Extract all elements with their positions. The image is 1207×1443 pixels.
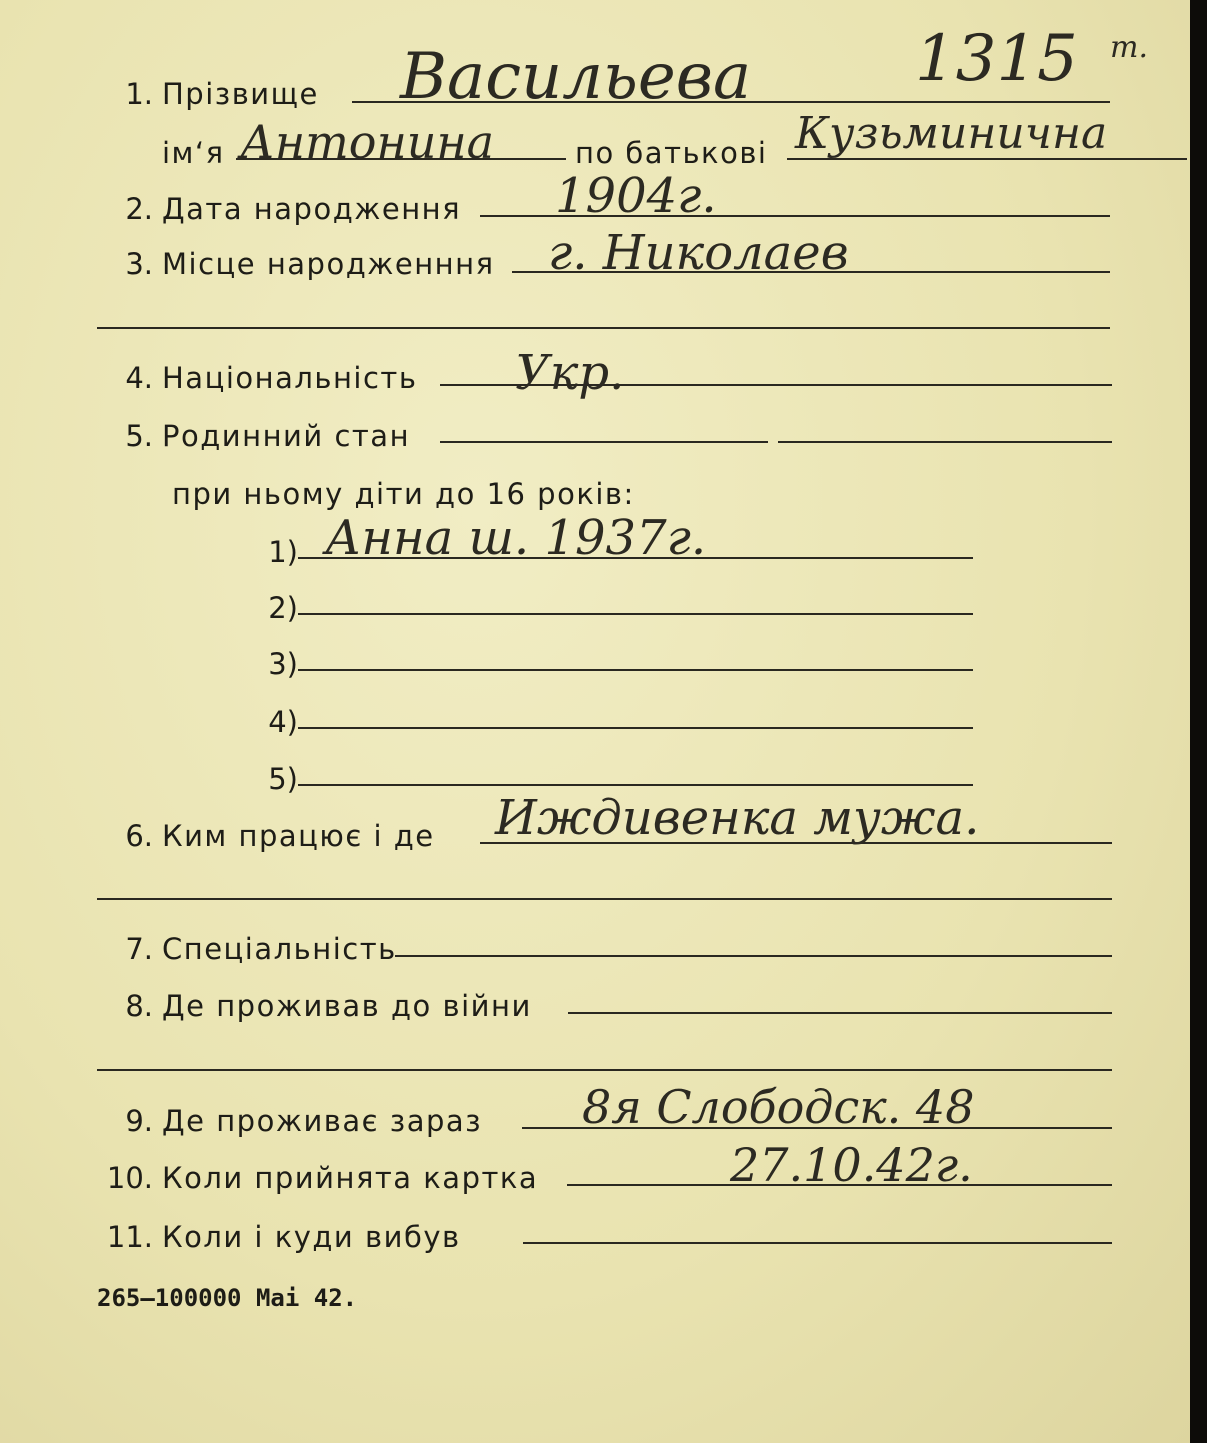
child-1-number: 1) — [268, 535, 298, 569]
marital-status-line-1 — [440, 441, 768, 443]
field-1-number: 1. — [125, 77, 153, 111]
field-8-number: 8. — [125, 989, 153, 1023]
child-5-number: 5) — [268, 762, 298, 796]
field-3-number: 3. — [125, 247, 153, 281]
card-accepted-value: 27.10.42г. — [730, 1138, 973, 1192]
occupation-value: Иждивенка мужа. — [495, 790, 980, 846]
print-code: 265—100000 Mai 42. — [97, 1284, 358, 1312]
card-number-suffix: m. — [1110, 30, 1148, 65]
birthplace-label: Місце народженння — [162, 247, 495, 281]
field-5-number: 5. — [125, 419, 153, 453]
prewar-address-label: Де проживав до війни — [162, 989, 532, 1023]
current-address-value: 8я Слободск. 48 — [582, 1080, 975, 1134]
field-6-number: 6. — [125, 819, 153, 853]
birthdate-value: 1904г. — [555, 168, 717, 224]
child-1-value: Анна ш. 1937г. — [325, 510, 707, 566]
card-accepted-label: Коли прийнята картка — [162, 1161, 539, 1195]
occupation-line-2 — [97, 898, 1112, 900]
child-3-number: 3) — [268, 647, 298, 681]
prewar-address-line-2 — [97, 1069, 1112, 1071]
field-9-number: 9. — [125, 1104, 153, 1138]
specialty-label: Спеціальність — [162, 932, 397, 966]
surname-value: Васильева — [400, 40, 752, 114]
field-11-number: 11. — [106, 1220, 153, 1254]
nationality-label: Національність — [162, 361, 418, 395]
child-4-line — [298, 727, 973, 729]
child-2-line — [298, 613, 973, 615]
occupation-label: Ким працює і де — [162, 819, 435, 853]
nationality-value: Укр. — [515, 345, 625, 401]
field-4-number: 4. — [125, 361, 153, 395]
child-4-number: 4) — [268, 705, 298, 739]
surname-label: Прізвище — [162, 77, 319, 111]
birthplace-line-2 — [97, 327, 1110, 329]
patronymic-value: Кузьминична — [795, 108, 1108, 159]
name-label: ім‘я — [162, 136, 225, 170]
departure-label: Коли і куди вибув — [162, 1220, 461, 1254]
marital-status-label: Родинний стан — [162, 419, 411, 453]
field-2-number: 2. — [125, 192, 153, 226]
card-number: 1315 — [915, 22, 1078, 96]
field-7-number: 7. — [125, 932, 153, 966]
field-10-number: 10. — [106, 1161, 153, 1195]
child-3-line — [298, 669, 973, 671]
card-right-edge-shadow — [1190, 0, 1207, 1443]
departure-line — [523, 1242, 1112, 1244]
current-address-label: Де проживає зараз — [162, 1104, 483, 1138]
name-value: Антонина — [240, 115, 495, 169]
birthdate-label: Дата народження — [162, 192, 462, 226]
specialty-line — [395, 955, 1112, 957]
birthplace-value: г. Николаев — [548, 225, 849, 281]
child-2-number: 2) — [268, 591, 298, 625]
children-label: при ньому діти до 16 років: — [172, 477, 635, 511]
patronymic-label: по батькові — [575, 136, 768, 170]
child-5-line — [298, 784, 973, 786]
prewar-address-line — [568, 1012, 1112, 1014]
marital-status-line-2 — [778, 441, 1112, 443]
